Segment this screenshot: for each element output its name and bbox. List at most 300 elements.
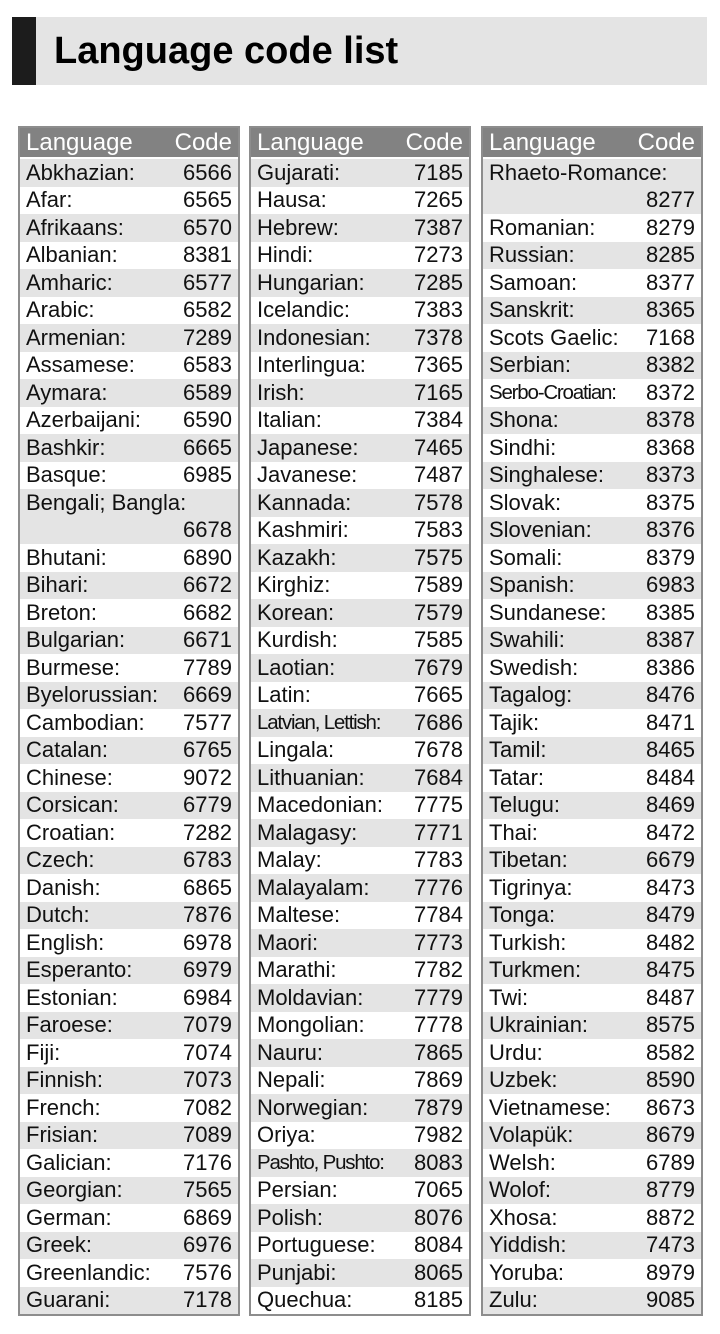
- language-code: 6779: [183, 792, 232, 818]
- language-name: Xhosa:: [489, 1204, 558, 1230]
- table-row: [20, 1204, 238, 1232]
- language-code: 7089: [183, 1122, 232, 1148]
- language-code: 8484: [646, 764, 695, 790]
- language-name: Portuguese:: [257, 1232, 376, 1258]
- table-row: [251, 297, 469, 325]
- language-name: Yiddish:: [489, 1232, 567, 1258]
- language-code: 7789: [183, 654, 232, 680]
- language-name: Arabic:: [26, 297, 95, 323]
- language-code: 6665: [183, 434, 232, 460]
- language-code: 8065: [414, 1259, 463, 1285]
- language-name: Nepali:: [257, 1067, 326, 1093]
- table-row: [251, 1177, 469, 1205]
- table-row: [251, 462, 469, 490]
- table-row: [483, 902, 701, 930]
- language-code: 8475: [646, 957, 695, 983]
- language-code: 6682: [183, 599, 232, 625]
- language-code: 6671: [183, 627, 232, 653]
- language-code: 7778: [414, 1012, 463, 1038]
- language-code: 7387: [414, 214, 463, 240]
- language-name: Catalan:: [26, 737, 108, 763]
- language-name: Somali:: [489, 544, 563, 570]
- table-row: [251, 269, 469, 297]
- language-code: 7876: [183, 902, 232, 928]
- language-rows: [251, 157, 469, 1314]
- language-name: Latvian, Lettish:: [257, 710, 381, 734]
- header-language: Language: [257, 128, 364, 156]
- table-row: [20, 599, 238, 627]
- table-row: [483, 654, 701, 682]
- language-name: French:: [26, 1094, 101, 1120]
- table-row: [483, 599, 701, 627]
- language-code: 7074: [183, 1039, 232, 1065]
- language-code: 8582: [646, 1039, 695, 1065]
- language-name: Hebrew:: [257, 214, 339, 240]
- table-row: [20, 792, 238, 820]
- table-row: [483, 929, 701, 957]
- table-row: [20, 214, 238, 242]
- header-code: Code: [405, 128, 463, 156]
- language-code: 7176: [183, 1149, 232, 1175]
- table-row: [483, 764, 701, 792]
- table-row: [483, 572, 701, 600]
- language-name: Ukrainian:: [489, 1012, 589, 1038]
- language-code: 8471: [646, 709, 695, 735]
- language-code: 7487: [414, 462, 463, 488]
- table-row: [20, 1039, 238, 1067]
- language-name: Scots Gaelic:: [489, 324, 619, 350]
- language-name: Azerbaijani:: [26, 407, 141, 433]
- table-row: [483, 1122, 701, 1150]
- language-code: 7585: [414, 627, 463, 653]
- language-name: Persian:: [257, 1177, 338, 1203]
- language-code: 7779: [414, 984, 463, 1010]
- language-name: Sindhi:: [489, 434, 557, 460]
- table-row: [251, 957, 469, 985]
- language-code: 6669: [183, 682, 232, 708]
- language-name: Basque:: [26, 462, 107, 488]
- table-row: [483, 847, 701, 875]
- language-name: English:: [26, 929, 105, 955]
- header-language: Language: [489, 128, 596, 156]
- language-name: Hungarian:: [257, 269, 365, 295]
- language-name: Esperanto:: [26, 957, 133, 983]
- language-code: 8084: [414, 1232, 463, 1258]
- language-name: Faroese:: [26, 1012, 113, 1038]
- language-code: 7579: [414, 599, 463, 625]
- table-row: [483, 379, 701, 407]
- language-name: Polish:: [257, 1204, 324, 1230]
- language-name: Irish:: [257, 379, 305, 405]
- table-row: [20, 819, 238, 847]
- language-name: Telugu:: [489, 792, 560, 818]
- language-name: Greenlandic:: [26, 1259, 151, 1285]
- table-row: [251, 709, 469, 737]
- language-name: Lingala:: [257, 737, 335, 763]
- table-row: [483, 1287, 701, 1315]
- language-name: Pashto, Pushto:: [257, 1150, 384, 1174]
- language-name: Marathi:: [257, 957, 337, 983]
- language-code: 6978: [183, 929, 232, 955]
- language-name: Tatar:: [489, 764, 545, 790]
- language-code: 7771: [414, 819, 463, 845]
- language-code: 8076: [414, 1204, 463, 1230]
- table-row: [251, 847, 469, 875]
- title-bar: [12, 17, 707, 85]
- language-name: Kurdish:: [257, 627, 338, 653]
- table-row: [20, 242, 238, 270]
- language-name: Bashkir:: [26, 434, 106, 460]
- language-code: 7079: [183, 1012, 232, 1038]
- table-row: [483, 1012, 701, 1040]
- table-row: [251, 682, 469, 710]
- title-marker: [12, 17, 36, 85]
- table-row: [251, 627, 469, 655]
- language-code: 8479: [646, 902, 695, 928]
- language-name: Hindi:: [257, 242, 314, 268]
- table-row: [20, 379, 238, 407]
- table-row: [251, 792, 469, 820]
- language-name: Dutch:: [26, 902, 90, 928]
- language-name: Slovak:: [489, 489, 562, 515]
- language-code: 8679: [646, 1122, 695, 1148]
- page-title: Language code list: [54, 30, 399, 72]
- table-row: [483, 957, 701, 985]
- language-code: 6570: [183, 214, 232, 240]
- language-code: 7365: [414, 352, 463, 378]
- language-code: 7178: [183, 1287, 232, 1313]
- language-code: 7168: [646, 324, 695, 350]
- language-code: 7065: [414, 1177, 463, 1203]
- table-row: [483, 297, 701, 325]
- table-row: [483, 324, 701, 352]
- column-header: [251, 128, 469, 157]
- language-name: Tonga:: [489, 902, 556, 928]
- table-row: [20, 324, 238, 352]
- language-name: Galician:: [26, 1149, 112, 1175]
- table-row: [483, 984, 701, 1012]
- language-name: Punjabi:: [257, 1259, 337, 1285]
- language-name: Afrikaans:: [26, 214, 124, 240]
- table-row: [483, 407, 701, 435]
- language-name: Assamese:: [26, 352, 135, 378]
- table-row: [251, 654, 469, 682]
- language-code: 6984: [183, 984, 232, 1010]
- language-name: Uzbek:: [489, 1067, 558, 1093]
- table-row: [251, 1232, 469, 1260]
- table-row: [251, 1259, 469, 1287]
- language-name: Rhaeto-Romance:: [489, 159, 668, 185]
- language-code: 8185: [414, 1287, 463, 1313]
- table-row: [20, 902, 238, 930]
- language-code: 6679: [646, 847, 695, 873]
- language-code: 8379: [646, 544, 695, 570]
- language-code: 7869: [414, 1067, 463, 1093]
- language-name: Shona:: [489, 407, 559, 433]
- table-row: [483, 269, 701, 297]
- language-name: Twi:: [489, 984, 529, 1010]
- language-name: Armenian:: [26, 324, 127, 350]
- language-code: 7576: [183, 1259, 232, 1285]
- table-row: [483, 792, 701, 820]
- table-row: [20, 764, 238, 792]
- language-name: Thai:: [489, 819, 538, 845]
- language-name: Maltese:: [257, 902, 341, 928]
- table-row: [251, 1122, 469, 1150]
- language-code: 8381: [183, 242, 232, 268]
- language-name: German:: [26, 1204, 112, 1230]
- language-code: 6979: [183, 957, 232, 983]
- language-name: Czech:: [26, 847, 95, 873]
- language-table-column-2: [249, 126, 471, 1316]
- language-code: 7583: [414, 517, 463, 543]
- language-name: Amharic:: [26, 269, 113, 295]
- language-name: Italian:: [257, 407, 322, 433]
- language-name: Byelorussian:: [26, 682, 159, 708]
- table-row: [20, 489, 238, 544]
- language-name: Tajik:: [489, 709, 540, 735]
- language-name: Turkmen:: [489, 957, 582, 983]
- table-row: [483, 1232, 701, 1260]
- language-name: Malagasy:: [257, 819, 358, 845]
- table-row: [483, 544, 701, 572]
- language-code: 6765: [183, 737, 232, 763]
- language-name: Russian:: [489, 242, 575, 268]
- table-row: [483, 489, 701, 517]
- language-code: 8575: [646, 1012, 695, 1038]
- language-table-column-1: [18, 126, 240, 1316]
- table-row: [483, 874, 701, 902]
- language-name: Tigrinya:: [489, 874, 573, 900]
- language-name: Estonian:: [26, 984, 118, 1010]
- language-code: 8376: [646, 517, 695, 543]
- language-name: Aymara:: [26, 379, 108, 405]
- language-code: 7185: [414, 159, 463, 185]
- language-code: 7684: [414, 764, 463, 790]
- language-name: Wolof:: [489, 1177, 551, 1203]
- language-code: 8487: [646, 984, 695, 1010]
- language-code: 7285: [414, 269, 463, 295]
- language-rows: [483, 157, 701, 1314]
- language-name: Tagalog:: [489, 682, 573, 708]
- table-row: [483, 352, 701, 380]
- language-table-column-3: [481, 126, 703, 1316]
- language-code: 7165: [414, 379, 463, 405]
- table-row: [20, 297, 238, 325]
- language-code: 7073: [183, 1067, 232, 1093]
- language-code: 8382: [646, 352, 695, 378]
- language-code: 7575: [414, 544, 463, 570]
- language-code: 8469: [646, 792, 695, 818]
- language-code: 6589: [183, 379, 232, 405]
- header-language: Language: [26, 128, 133, 156]
- language-code: 7775: [414, 792, 463, 818]
- language-name: Burmese:: [26, 654, 121, 680]
- language-name: Moldavian:: [257, 984, 364, 1010]
- language-code: 8373: [646, 462, 695, 488]
- language-name: Japanese:: [257, 434, 359, 460]
- language-code: 8473: [646, 874, 695, 900]
- table-row: [251, 874, 469, 902]
- language-code: 7679: [414, 654, 463, 680]
- language-name: Maori:: [257, 929, 319, 955]
- language-code: 7378: [414, 324, 463, 350]
- language-code: 8372: [646, 379, 695, 405]
- language-name: Urdu:: [489, 1039, 543, 1065]
- language-name: Guarani:: [26, 1287, 111, 1313]
- table-row: [251, 324, 469, 352]
- language-name: Finnish:: [26, 1067, 104, 1093]
- language-code: 8779: [646, 1177, 695, 1203]
- table-row: [251, 407, 469, 435]
- table-row: [251, 434, 469, 462]
- language-code: 6869: [183, 1204, 232, 1230]
- language-name: Oriya:: [257, 1122, 316, 1148]
- table-row: [20, 1012, 238, 1040]
- language-code: 6590: [183, 407, 232, 433]
- table-row: [251, 242, 469, 270]
- language-name: Corsican:: [26, 792, 119, 818]
- table-row: [251, 352, 469, 380]
- table-row: [483, 1259, 701, 1287]
- language-name: Javanese:: [257, 462, 358, 488]
- table-row: [20, 1149, 238, 1177]
- language-code: 8979: [646, 1259, 695, 1285]
- language-name: Gujarati:: [257, 159, 341, 185]
- table-row: [483, 627, 701, 655]
- language-name: Frisian:: [26, 1122, 99, 1148]
- language-code: 6582: [183, 297, 232, 323]
- table-row: [20, 462, 238, 490]
- language-code: 7384: [414, 407, 463, 433]
- table-row: [483, 1039, 701, 1067]
- language-code: 8385: [646, 599, 695, 625]
- header-code: Code: [637, 128, 695, 156]
- table-row: [251, 1039, 469, 1067]
- table-row: [20, 1094, 238, 1122]
- table-row: [251, 1012, 469, 1040]
- table-row: [20, 1232, 238, 1260]
- table-row: [483, 159, 701, 214]
- language-name: Spanish:: [489, 572, 575, 598]
- language-code: 7773: [414, 929, 463, 955]
- table-row: [251, 187, 469, 215]
- table-row: [20, 957, 238, 985]
- language-code: 8476: [646, 682, 695, 708]
- language-name: Zulu:: [489, 1287, 538, 1313]
- table-row: [20, 929, 238, 957]
- language-name: Turkish:: [489, 929, 567, 955]
- table-row: [251, 764, 469, 792]
- language-name: Welsh:: [489, 1149, 556, 1175]
- language-name: Serbian:: [489, 352, 571, 378]
- language-code: 7782: [414, 957, 463, 983]
- language-code: 8375: [646, 489, 695, 515]
- language-code: 6789: [646, 1149, 695, 1175]
- header-code: Code: [174, 128, 232, 156]
- language-name: Korean:: [257, 599, 335, 625]
- table-row: [251, 929, 469, 957]
- language-name: Danish:: [26, 874, 101, 900]
- language-code: 7265: [414, 187, 463, 213]
- language-code: 8872: [646, 1204, 695, 1230]
- language-name: Greek:: [26, 1232, 93, 1258]
- language-name: Tibetan:: [489, 847, 568, 873]
- language-name: Serbo-Croatian:: [489, 380, 616, 404]
- table-row: [251, 159, 469, 187]
- table-row: [251, 544, 469, 572]
- language-name: Romanian:: [489, 214, 596, 240]
- language-name: Chinese:: [26, 764, 113, 790]
- table-row: [20, 187, 238, 215]
- table-row: [251, 737, 469, 765]
- table-row: [20, 654, 238, 682]
- language-name: Singhalese:: [489, 462, 604, 488]
- language-code: 7982: [414, 1122, 463, 1148]
- language-name: Abkhazian:: [26, 159, 135, 185]
- language-rows: [20, 157, 238, 1314]
- language-name: Interlingua:: [257, 352, 366, 378]
- table-row: [251, 517, 469, 545]
- language-code: 6565: [183, 187, 232, 213]
- language-name: Albanian:: [26, 242, 118, 268]
- language-code: 7589: [414, 572, 463, 598]
- language-code: 8285: [646, 242, 695, 268]
- table-row: [20, 434, 238, 462]
- table-row: [251, 599, 469, 627]
- table-row: [20, 1259, 238, 1287]
- language-code: 7879: [414, 1094, 463, 1120]
- table-row: [20, 874, 238, 902]
- table-row: [483, 709, 701, 737]
- language-code: 7578: [414, 489, 463, 515]
- table-row: [20, 1067, 238, 1095]
- language-code: 6678: [183, 517, 232, 543]
- table-row: [483, 737, 701, 765]
- language-name: Sundanese:: [489, 599, 607, 625]
- language-name: Kirghiz:: [257, 572, 331, 598]
- table-row: [251, 1067, 469, 1095]
- language-code: 7665: [414, 682, 463, 708]
- language-code: 6577: [183, 269, 232, 295]
- language-name: Vietnamese:: [489, 1094, 611, 1120]
- language-name: Malay:: [257, 847, 322, 873]
- language-code: 6976: [183, 1232, 232, 1258]
- language-code: 7678: [414, 737, 463, 763]
- language-name: Fiji:: [26, 1039, 61, 1065]
- language-name: Swahili:: [489, 627, 565, 653]
- language-name: Yoruba:: [489, 1259, 565, 1285]
- table-row: [251, 214, 469, 242]
- language-name: Nauru:: [257, 1039, 324, 1065]
- language-code: 9072: [183, 764, 232, 790]
- table-row: [20, 709, 238, 737]
- language-name: Afar:: [26, 187, 73, 213]
- table-row: [251, 1149, 469, 1177]
- table-row: [483, 1094, 701, 1122]
- table-row: [20, 1122, 238, 1150]
- language-code: 8279: [646, 214, 695, 240]
- language-code: 6566: [183, 159, 232, 185]
- language-code: 7282: [183, 819, 232, 845]
- language-name: Georgian:: [26, 1177, 123, 1203]
- language-code: 7383: [414, 297, 463, 323]
- language-name: Bhutani:: [26, 544, 107, 570]
- language-code: 8387: [646, 627, 695, 653]
- table-row: [251, 1204, 469, 1232]
- language-code: 6783: [183, 847, 232, 873]
- table-row: [483, 1149, 701, 1177]
